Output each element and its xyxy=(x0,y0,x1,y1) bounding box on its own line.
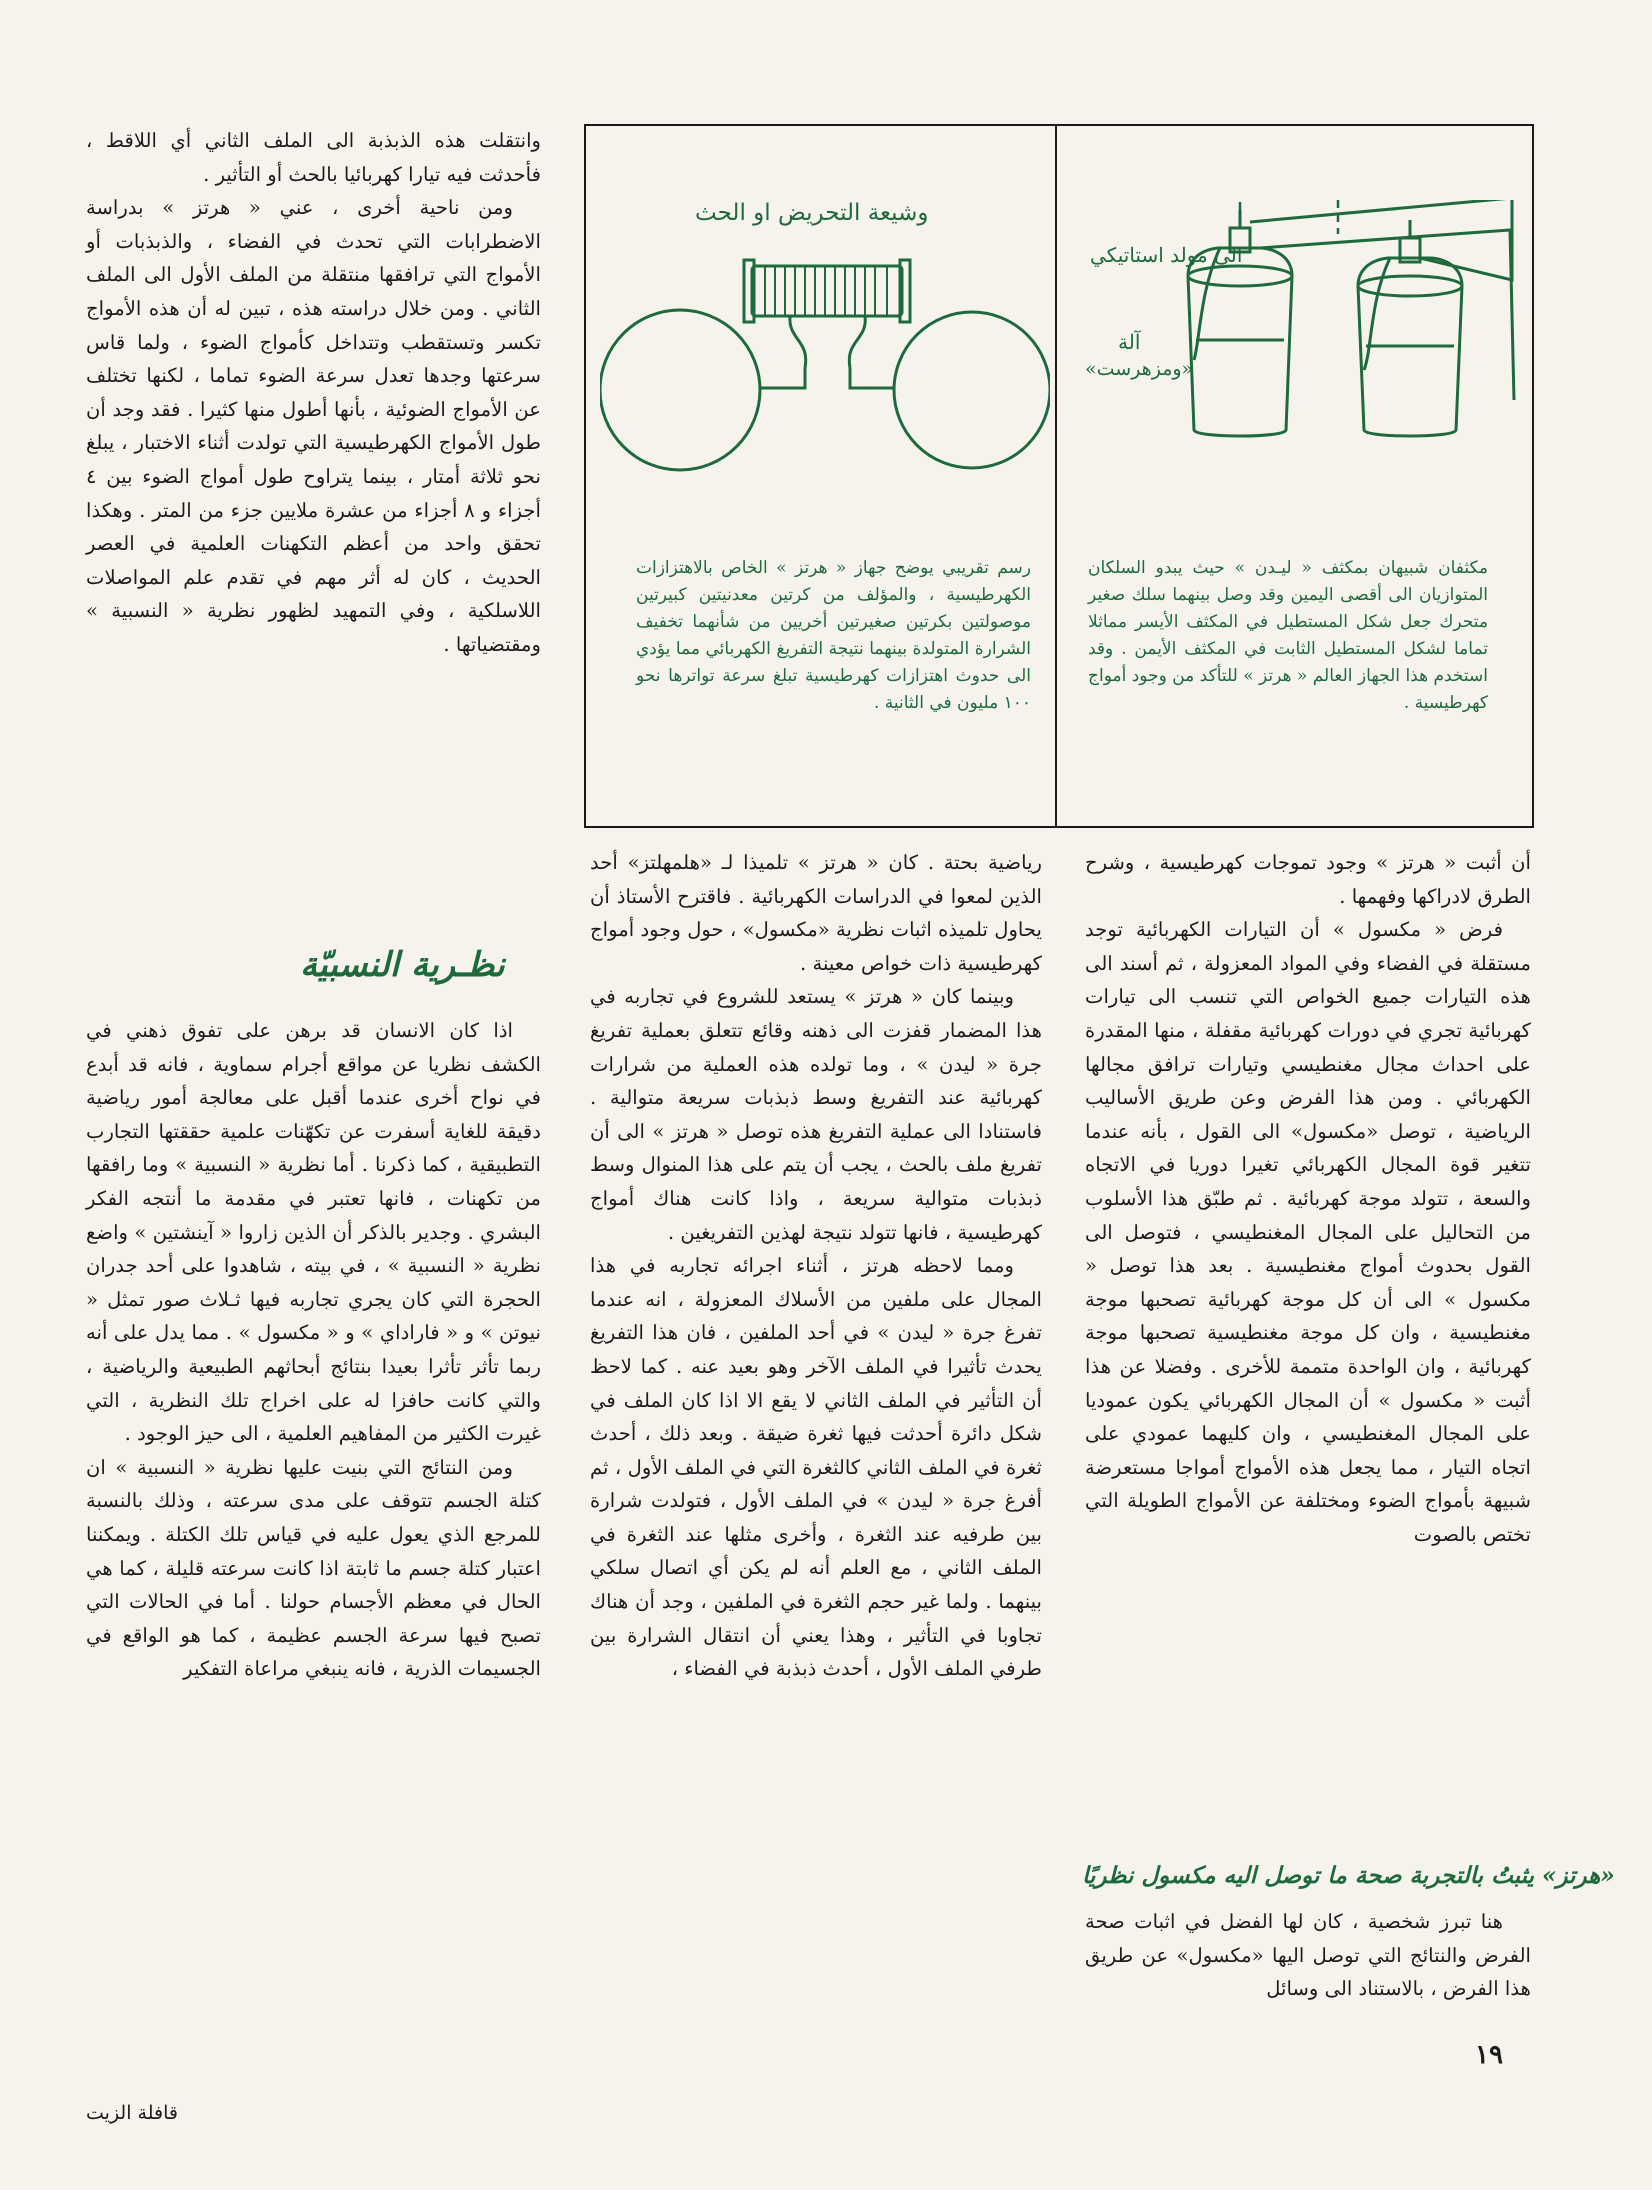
paragraph: ومن النتائج التي بنيت عليها نظرية « النسبية » ان كتلة الجسم تتوقف على مدى سرعته ، وذلك بالنسبة للمرجع الذي يعول عليه في قياس تلك الكتلة . ويمكننا اعتبار كتلة جسم ما ثابتة اذا كانت سرعته قليلة ، كما هي الحال في معظم الأجسام حولنا . أما في الحالات التي تصبح فيها سرعة الجسم عظيمة ، كما هو الواقع في الجسيمات الذرية ، فانه ينبغي مراعاة التفكير xyxy=(86,1455,541,1681)
hertz-oscillator-drawing xyxy=(600,200,1050,500)
left-caption: رسم تقريبي يوضح جهاز « هرتز » الخاص بالاهتزازات الكهرطيسية ، والمؤلف من كرتين معدنيتين كبيرتين موصولتين بكرتين صغيرتين أخريين من شأنهما تخفيف الشرارة المتولدة بينهما نتيجة التفريغ الكهربائي مما يؤدي الى حدوث اهتزازات كهرطيسية تبلغ سرعة تواترها نحو ١٠٠ مليون في الثانية . xyxy=(636,558,1031,713)
paragraph: وانتقلت هذه الذبذبة الى الملف الثاني أي اللاقط ، فأحدثت فيه تيارا كهربائيا بالحث أو التأثير . xyxy=(86,129,541,186)
column-right xyxy=(1085,846,1531,1551)
figure-divider xyxy=(1055,124,1057,826)
column-right-end xyxy=(1085,1905,1531,2006)
paragraph: هنا تبرز شخصية ، كان لها الفضل في اثبات صحة الفرض والنتائج التي توصل اليها «مكسول» عن طريق هذا الفرض ، بالاستناد الى وسائل xyxy=(1085,1910,1531,2001)
magazine-name: قافلة الزيت xyxy=(86,2102,178,2124)
coil-label: وشيعة التحريض او الحث xyxy=(695,200,929,226)
paragraph: فرض « مكسول » أن التيارات الكهربائية توجد مستقلة في الفضاء وفي المواد المعزولة ، ثم أسند الى هذه التيارات جميع الخواص التي تنسب الى تيارات كهربائية تجري في دورات كهربائية مقفلة ، منها المقدرة على احداث مجال مغنطيسي وتيارات ترافق مجالها الكهربائي . ومن هذا الفرض وعن طريق الأساليب الرياضية ، توصل «مكسول» الى القول ، بأنه عندما تتغير قوة المجال الكهربائي تغيرا دوريا في الاتجاه والسعة ، تتولد موجة كهربائية . ثم طبّق هذا الأسلوب من التحاليل على المجال المغنطيسي ، فتوصل الى القول بحدوث أمواج مغنطيسية . بعد هذا توصل « مكسول » الى أن كل موجة كهربائية تصحبها موجة مغنطيسية ، وان كل موجة مغنطيسية تصحبها موجة كهربائية ، وان الواحدة متممة للأخرى . وفضلا عن هذا أثبت « مكسول » أن المجال الكهربائي يكون عموديا على المجال المغنطيسي ، وان كليهما عمودي على اتجاه التيار ، مما يجعل هذه الأمواج أمواجا مستعرضة شبيهة بأمواج الضوء ومختلفة عن الأمواج الطويلة التي تختص بالصوت xyxy=(1085,918,1531,1546)
generator-label: الى مولد استاتيكي xyxy=(1090,243,1243,267)
machine-label: آلة xyxy=(1118,330,1141,354)
paragraph: اذا كان الانسان قد برهن على تفوق ذهني في الكشف نظريا عن مواقع أجرام سماوية ، فانه قد أبدع في نواح أخرى عندما أقبل على معالجة أمور رياضية دقيقة للغاية أسفرت عن تكهّنات علمية حققتها التجارب التطبيقية ، كما ذكرنا . أما نظرية « النسبية » وما رافقها من تكهنات ، فانها تعتبر في مقدمة ما أنتجه الفكر البشري . وجدير بالذكر أن الذين زاروا « آينشتين » واضع نظرية « النسبية » ، في بيته ، شاهدوا على أحد جدران الحجرة التي كان يجري تجاربه فيها ثـلاث صور تمثل « نيوتن » و « فاراداي » و « مكسول » . مما يدل على أنه ربما تأثر تأثرا بعيدا بنتائج أبحاثهم الطبيعية والرياضية ، والتي كانت حافزا له على اخراج تلك النظرية ، التي غيرت الكثير من المفاهيم العلمية ، الى حيز الوجود . xyxy=(86,1019,541,1446)
paragraph: ومما لاحظه هرتز ، أثناء اجرائه تجاربه في هذا المجال على ملفين من الأسلاك المعزولة ، انه عندما تفرغ جرة « ليدن » في أحد الملفين ، فان هذا التفريغ يحدث تأثيرا في الملف الآخر وهو بعيد عنه . كما لاحظ أن التأثير في الملف الثاني لا يقع الا اذا كان الملف في شكل دائرة أحدثت فيها ثغرة ضيقة . وبعد ذلك ، أحدث ثغرة في الملف الثاني كالثغرة التي في الملف الأول ، ثم أفرغ جرة « ليدن » في الملف الأول ، فتولدت شرارة بين طرفيه عند الثغرة ، وأخرى مثلها عند الثغرة في الملف الثاني ، مع العلم أنه لم يكن أي اتصال سلكي بينهما . ولما غير حجم الثغرة في الملفين ، وجد أن هناك تجاوبا في التأثير ، وهذا يعني أن انتقال الشرارة بين طرفي الملف الأول ، أحدث ذبذبة في الفضاء ، xyxy=(590,1254,1042,1681)
column-middle xyxy=(590,846,1042,1686)
right-caption: مكثفان شبيهان بمكثف « ليـدن » حيث يبدو السلكان المتوازيان الى أقصى اليمين وقد وصل بينهما سلك صغير متحرك جعل شكل المستطيل في المكثف الأيسر مماثلا تماما لشكل المستطيل الثابت في المكثف الأيمن . وقد استخدم هذا الجهاز العالم « هرتز » للتأكد من وجود أمواج كهرطيسية . xyxy=(1088,558,1488,713)
paragraph: رياضية بحتة . كان « هرتز » تلميذا لـ «هلمهلتز» أحد الذين لمعوا في الدراسات الكهربائية . فاقترح الأستاذ أن يحاول تلميذه اثبات نظرية «مكسول» ، حول وجود أمواج كهرطيسية ذات خواص معينة . xyxy=(590,851,1042,975)
column-left-continued xyxy=(86,1014,541,1686)
paragraph: وبينما كان « هرتز » يستعد للشروع في تجاربه في هذا المضمار قفزت الى ذهنه وقائع تتعلق بعملية تفريغ جرة « ليدن » ، وما تولده هذه العملية من شرارات كهربائية عند التفريغ وسط ذبذبات سريعة متوالية . فاستنادا الى عملية التفريغ هذه توصل « هرتز » الى أن تفريغ ملف بالحث ، يجب أن يتم على هذا المنوال وسط ذبذبات متوالية سريعة ، واذا كانت هناك أمواج كهرطيسية ، فانها تتولد نتيجة لهذين التفريغين . xyxy=(590,985,1042,1244)
paragraph: ومن ناحية أخرى ، عني « هرتز » بدراسة الاضطرابات التي تحدث في الفضاء ، والذبذبات أو الأمواج التي ترافقها منتقلة من الملف الأول الى الملف الثاني . ومن خلال دراسته هذه ، تبين له أن هذه الأمواج تكسر وتستقطب وتتداخل كأمواج الضوء ، ولما قاس سرعتها وجدها تعدل سرعة الضوء تماما ، لكنها تختلف عن الأمواج الضوئية ، بأنها أطول منها كثيرا . فقد وجد أن طول الأمواج الكهرطيسية التي تولدت أثناء الاختبار ، يبلغ نحو ثلاثة أمتار ، بينما يتراوح طول أمواج الضوء بين ٤ أجزاء و ٨ أجزاء من عشرة ملايين جزء من المتر . وهكذا تحقق واحد من أعظم التكهنات العلمية في العصر الحديث ، كان له أثر مهم في تقدم علم المواصلات اللاسلكية ، وفي التمهيد لظهور نظرية « النسبية » ومقتضياتها . xyxy=(86,196,541,656)
relativity-heading: نظـرية النسبيّة xyxy=(300,945,505,985)
column-left xyxy=(86,124,541,662)
page-number: ١٩ xyxy=(1475,2040,1503,2070)
wimshurst-label: «ومزهرست» xyxy=(1085,358,1194,380)
hertz-heading: «هرتز» يثبتُ بالتجربة صحة ما توصل اليه مكسول نظريًا xyxy=(1082,1862,1615,1889)
paragraph: أن أثبت « هرتز » وجود تموجات كهرطيسية ، وشرح الطرق لادراكها وفهمها . xyxy=(1085,851,1531,908)
